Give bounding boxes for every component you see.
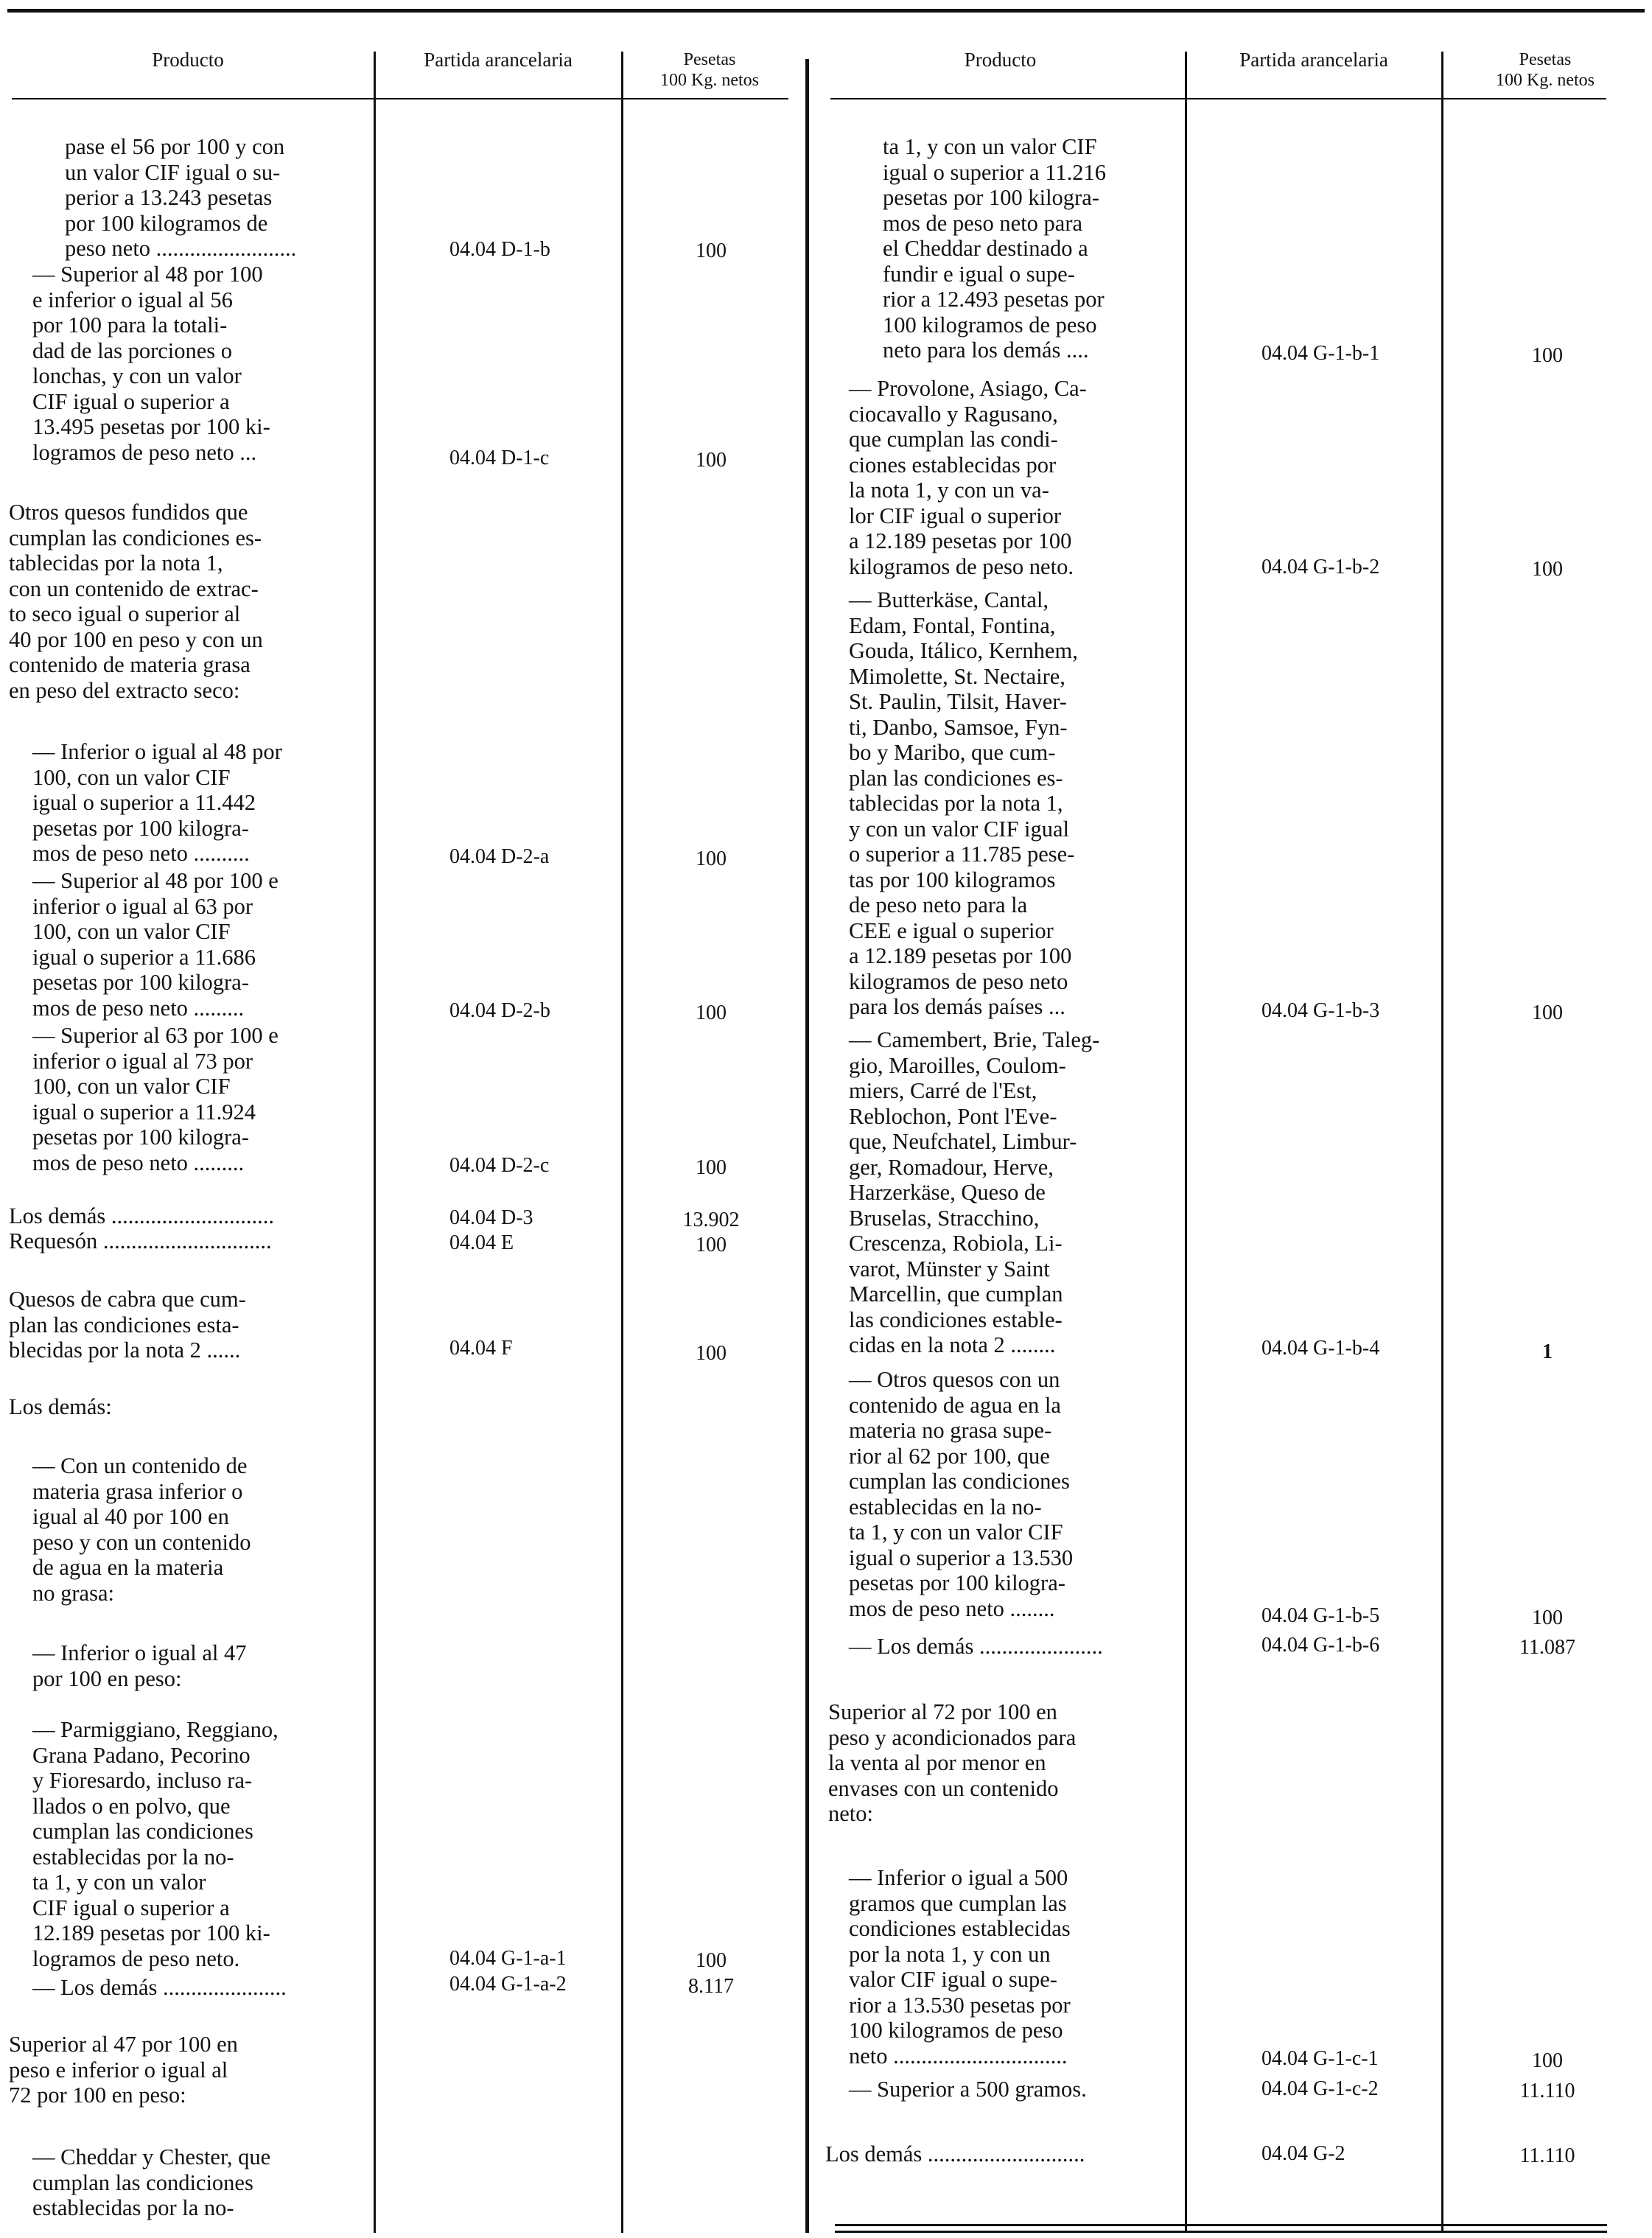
tariff-code: 04.04 D-2-a [449, 845, 550, 868]
center-rule [805, 59, 809, 2233]
header-pesetas: Pesetas [683, 50, 736, 69]
product-entry: Superior al 47 por 100 en peso e inferior o igual al 72 por 100 en peso: [9, 2032, 238, 2108]
tariff-code: 04.04 D-1-c [449, 447, 550, 469]
top-rule [7, 9, 1645, 13]
tariff-code: 04.04 F [449, 1337, 513, 1360]
product-entry: ta 1, y con un valor CIF igual o superior a 11.216 pesetas por 100 kilogra- mos de peso neto para el Cheddar destinado a fundir e igual o supe- rior a 12.493 pesetas por 100 kilogramos de peso neto para los demás .... [883, 134, 1106, 363]
product-entry: — Camembert, Brie, Taleg- gio, Maroilles, Coulom- miers, Carré de l'Est, Reblochon, Pont l'Eve- que, Neufchatel, Limbur- ger, Romadour, Herve, Harzerkäse, Queso de Bruselas, Stracchino, Crescenza, Robiola, Li- varot, Münster y Saint Marcellin, que cumplan las condiciones estable- cidas en la nota 2 ........ [849, 1027, 1100, 1357]
product-entry: — Provolone, Asiago, Ca- ciocavallo y Ragusano, que cumplan las condi- ciones establecidas por la nota 1, y con un va- lor CIF igual o superior a 12.189 pesetas por 100 kilogramos de peso neto. [849, 376, 1087, 579]
product-entry: Otros quesos fundidos que cumplan las condiciones es- tablecidas por la nota 1, con un contenido de extrac- to seco igual o superior al 40 por 100 en peso y con un contenido de materia grasa en peso del extracto seco: [9, 500, 263, 703]
product-entry: — Cheddar y Chester, que cumplan las condiciones establecidas por la no- [32, 2144, 271, 2220]
product-entry: — Butterkäse, Cantal, Edam, Fontal, Fontina, Gouda, Itálico, Kernhem, Mimolette, St. Nectaire, St. Paulin, Tilsit, Haver- ti, Danbo, Samsoe, Fyn- bo y Maribo, que cum- plan las condiciones es- tablecidas por la nota 1, y con un valor CIF igual o superior a 11.785 pese- tas por 100 kilogramos de peso neto para la CEE e igual o superior a 12.189 pesetas por 100 kilogramos de peso neto para los demás países ... [849, 587, 1078, 1019]
product-entry: — Superior al 63 por 100 e inferior o igual al 73 por 100, con un valor CIF igual o superior a 11.924 pesetas por 100 kilogra- mos de peso neto ......... [32, 1023, 279, 1175]
pesetas-value: 100 [696, 1342, 727, 1365]
bottom-rule [835, 2231, 1607, 2233]
tariff-code: 04.04 G-1-a-1 [449, 1947, 567, 1970]
product-entry: — Superior al 48 por 100 e inferior o igual al 56 por 100 para la totali- dad de las porciones o lonchas, y con un valor CIF igual o superior a 13.495 pesetas por 100 ki- logramos de peso neto ... [32, 262, 270, 465]
product-entry: — Otros quesos con un contenido de agua en la materia no grasa supe- rior al 62 por 100, que cumplan las condiciones establecidas en la no- ta 1, y con un valor CIF igual o superior a 13.530 pesetas por 100 kilogra- mos de peso neto ........ [849, 1367, 1074, 1621]
tariff-code: 04.04 G-2 [1261, 2142, 1345, 2165]
header-pesetas: Pesetas [1519, 50, 1572, 69]
product-entry: — Parmiggiano, Reggiano, Grana Padano, Pecorino y Fioresardo, incluso ra- llados o en polvo, que cumplan las condiciones establecidas por la no- ta 1, y con un valor CIF igual o superior a 12.189 pesetas por 100 ki- logramos de peso neto. [32, 1717, 279, 1971]
product-entry: Los demás: [9, 1394, 112, 1419]
pesetas-value: 100 [696, 1949, 727, 1972]
bottom-rule [835, 2224, 1607, 2226]
tariff-code: 04.04 G-1-b-2 [1261, 556, 1380, 578]
pesetas-value: 100 [696, 1001, 727, 1024]
product-entry: — Los demás ...................... [32, 1975, 287, 2000]
pesetas-value: 100 [1532, 1606, 1563, 1629]
pesetas-value: 11.087 [1519, 1636, 1575, 1659]
product-entry: Requesón .............................. [9, 1228, 272, 1253]
product-entry: pase el 56 por 100 y con un valor CIF igual o su- perior a 13.243 pesetas por 100 kilogramos de peso neto ......................... [65, 134, 297, 261]
tariff-code: 04.04 G-1-c-2 [1261, 2077, 1379, 2100]
product-entry: — Inferior o igual al 47 por 100 en peso: [32, 1640, 247, 1691]
pesetas-value: 100 [1532, 1001, 1563, 1024]
column-rule [374, 52, 376, 2233]
product-entry: — Superior al 48 por 100 e inferior o igual al 63 por 100, con un valor CIF igual o superior a 11.686 pesetas por 100 kilogra- mos de peso neto ......... [32, 868, 279, 1021]
pesetas-value: 100 [696, 1156, 727, 1179]
tariff-code: 04.04 G-1-b-4 [1261, 1337, 1380, 1360]
header-pesetas-unit: 100 Kg. netos [1496, 71, 1595, 90]
product-entry: — Inferior o igual al 48 por 100, con un valor CIF igual o superior a 11.442 pesetas por 100 kilogra- mos de peso neto .......... [32, 739, 282, 866]
tariff-code: 04.04 D-2-b [449, 999, 550, 1022]
product-entry: Los demás ............................. [9, 1203, 275, 1228]
pesetas-value: 13.902 [682, 1209, 740, 1231]
pesetas-value: 100 [1532, 344, 1563, 367]
tariff-code: 04.04 G-1-b-1 [1261, 342, 1380, 365]
tariff-code: 04.04 G-1-a-2 [449, 1973, 567, 1996]
tariff-code: 04.04 D-2-c [449, 1154, 550, 1177]
pesetas-value: 100 [696, 847, 727, 870]
tariff-code: 04.04 G-1-b-6 [1261, 1634, 1380, 1657]
tariff-code: 04.04 G-1-b-3 [1261, 999, 1380, 1022]
header-producto: Producto [152, 49, 224, 71]
pesetas-value: 100 [696, 1234, 727, 1256]
tariff-code: 04.04 G-1-c-1 [1261, 2047, 1379, 2070]
pesetas-value: 100 [696, 449, 727, 472]
pesetas-value: 11.110 [1519, 2144, 1575, 2167]
header-partida: Partida arancelaria [424, 49, 573, 71]
tariff-code: 04.04 E [449, 1231, 514, 1254]
column-rule [1185, 52, 1187, 2233]
tariff-code: 04.04 G-1-b-5 [1261, 1604, 1380, 1627]
pesetas-value: 1 [1542, 1340, 1553, 1363]
pesetas-value: 100 [696, 239, 727, 262]
product-entry: Quesos de cabra que cum- plan las condiciones esta- blecidas por la nota 2 ...... [9, 1287, 246, 1363]
pesetas-value: 100 [1532, 2049, 1563, 2072]
tariff-code: 04.04 D-1-b [449, 238, 550, 261]
product-entry: — Con un contenido de materia grasa inferior o igual al 40 por 100 en peso y con un contenido de agua en la materia no grasa: [32, 1453, 251, 1606]
header-pesetas-unit: 100 Kg. netos [660, 71, 759, 90]
product-entry: — Inferior o igual a 500 gramos que cumplan las condiciones establecidas por la nota 1, y con un valor CIF igual o supe- rior a 13.530 pesetas por 100 kilogramos de peso neto ............................... [849, 1865, 1071, 2069]
header-rule [830, 98, 1606, 99]
pesetas-value: 8.117 [688, 1975, 734, 1998]
pesetas-value: 100 [1532, 558, 1563, 581]
product-entry: — Los demás ...................... [849, 1634, 1103, 1659]
header-partida: Partida arancelaria [1239, 49, 1388, 71]
product-entry: — Superior a 500 gramos. [849, 2077, 1087, 2102]
column-rule [621, 52, 623, 2233]
header-producto: Producto [964, 49, 1037, 71]
column-rule [1441, 52, 1443, 2233]
tariff-code: 04.04 D-3 [449, 1206, 533, 1229]
pesetas-value: 11.110 [1519, 2080, 1575, 2102]
header-rule [12, 98, 788, 99]
product-entry: Superior al 72 por 100 en peso y acondicionados para la venta al por menor en envases con un contenido neto: [828, 1699, 1077, 1826]
product-entry: Los demás ............................ [825, 2141, 1085, 2167]
